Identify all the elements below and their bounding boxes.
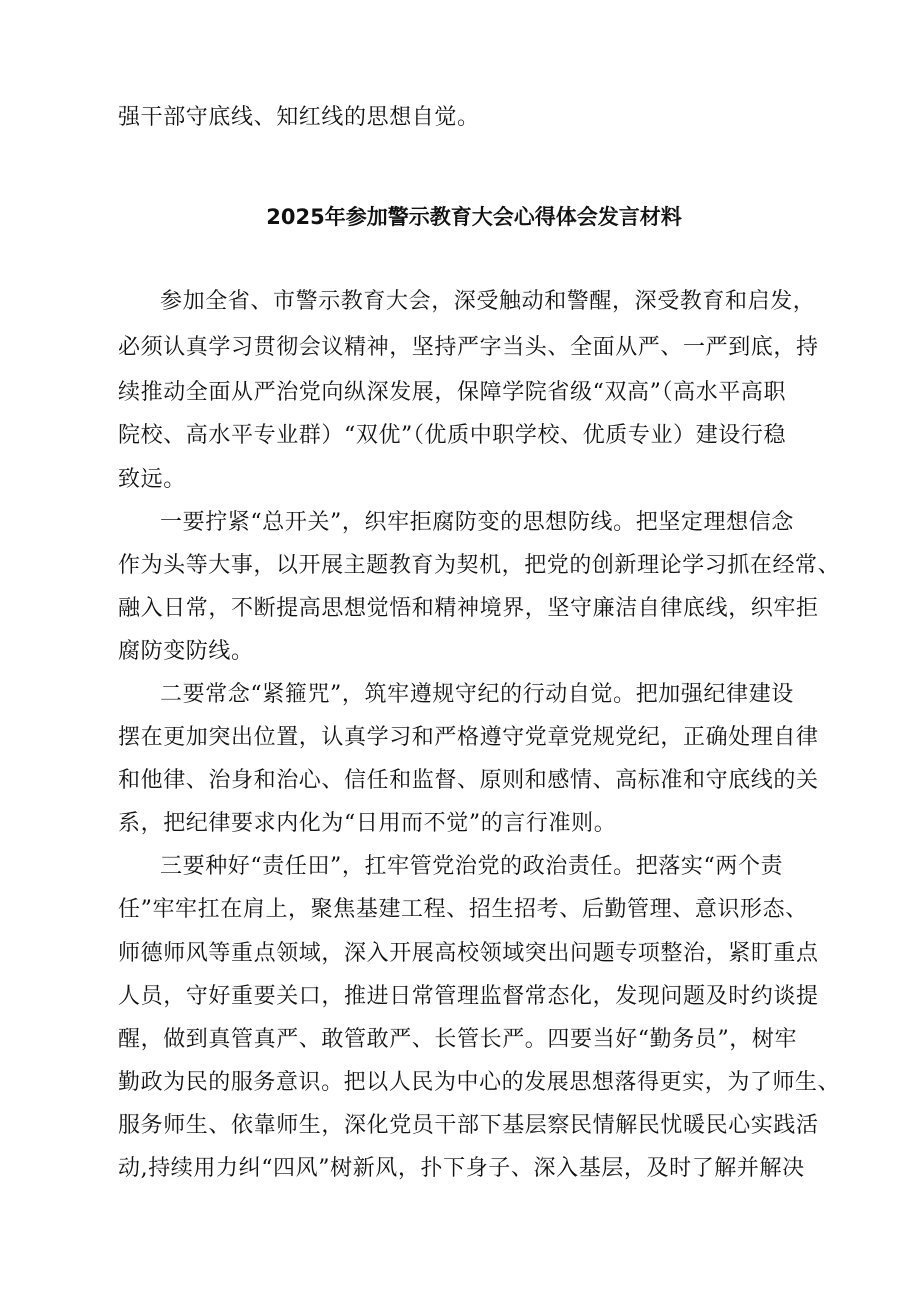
text-line: 和他律、治身和治心、信任和监督、原则和感情、高标准和守底线的关 (118, 768, 819, 793)
text-line: 融入日常，不断提高思想觉悟和精神境界，坚守廉洁自律底线，织牢拒 (118, 596, 819, 621)
text-line: 三要种好“责任田”，扛牢管党治党的政治责任。把落实“两个责 (160, 854, 784, 879)
text-line: 摆在更加突出位置，认真学习和严格遵守党章党规党纪，正确处理自律 (118, 725, 819, 750)
text-line: 动,持续用力纠“四风”树新风，扑下身子、深入基层，及时了解并解决 (118, 1156, 805, 1181)
text-line: 二要常念“紧箍咒”，筑牢遵规守纪的行动自觉。把加强纪律建设 (160, 682, 794, 707)
text-line: 勤政为民的服务意识。把以人民为中心的发展思想落得更实，为了师生、 (118, 1070, 841, 1095)
text-line: 腐防变防线。 (118, 639, 254, 664)
text-line: 任”牢牢扛在肩上，聚焦基建工程、招生招考、后勤管理、意识形态、 (118, 897, 808, 922)
text-line: 人员，守好重要关口，推进日常管理监督常态化，发现问题及时约谈提 (118, 984, 819, 1009)
text-line: 一要拧紧“总开关”，织牢拒腐防变的思想防线。把坚定理想信念 (160, 510, 794, 535)
text-line: 必须认真学习贯彻会议精神，坚持严字当头、全面从严、一严到底，持 (118, 335, 819, 360)
text-line: 作为头等大事，以开展主题教育为契机，把党的创新理论学习抓在经常、 (118, 553, 841, 578)
text-line: 强干部守底线、知红线的思想自觉。 (118, 105, 480, 130)
text-line: 服务师生、依靠师生，深化党员干部下基层察民情解民忧暖民心实践活 (118, 1113, 819, 1138)
text-line: 醒，做到真管真严、敢管敢严、长管长严。四要当好“勤务员”，树牢 (118, 1027, 798, 1052)
text-line: 系，把纪律要求内化为“日用而不觉”的言行准则。 (118, 811, 617, 836)
text-line: 院校、高水平专业群）“双优”（优质中职学校、优质专业）建设行稳 (118, 423, 787, 448)
document-title: 2025年参加警示教育大会心得体会发言材料 (266, 205, 682, 229)
text-line: 参加全省、市警示教育大会，深受触动和警醒，深受教育和启发， (160, 289, 816, 314)
text-line: 续推动全面从严治党向纵深发展，保障学院省级“双高”（高水平高职 (118, 380, 787, 405)
text-line: 师德师风等重点领域，深入开展高校领域突出问题专项整治，紧盯重点 (118, 941, 819, 966)
text-line: 致远。 (118, 467, 186, 492)
